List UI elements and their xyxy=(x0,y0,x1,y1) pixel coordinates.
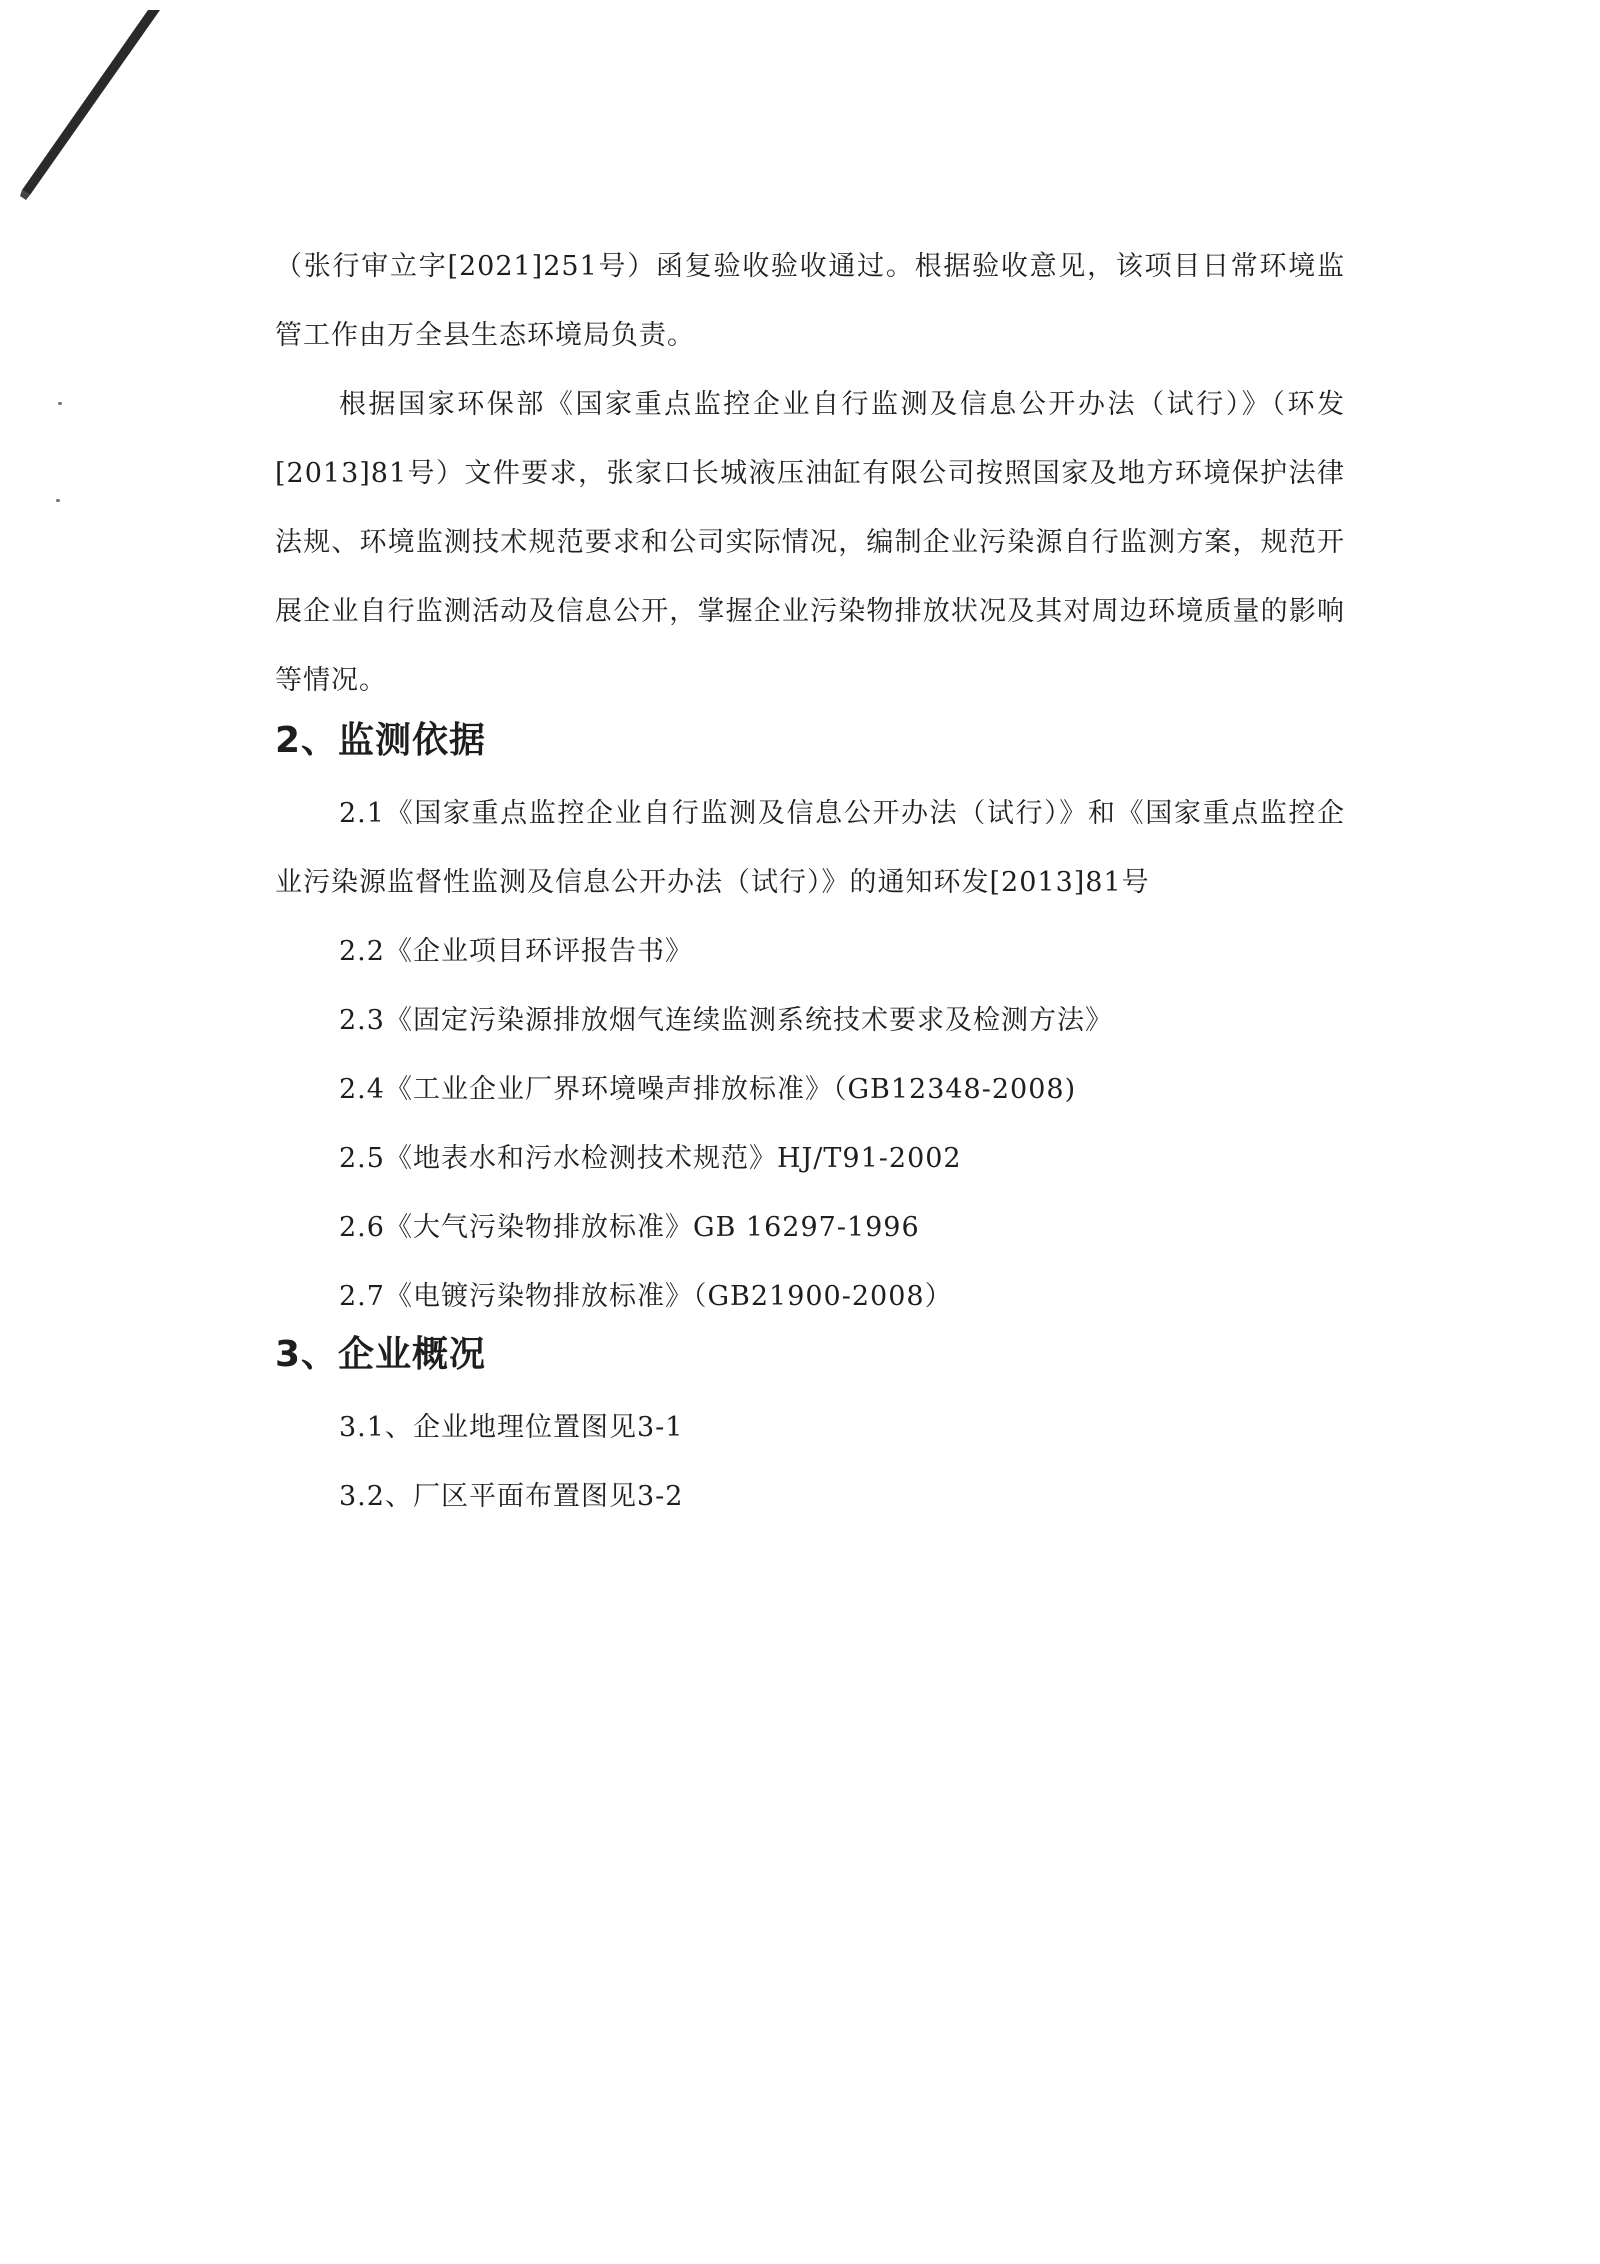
intro-paragraph-basis: 根据国家环保部《国家重点监控企业自行监测及信息公开办法（试行）》（环发[2013]81号）文件要求，张家口长城液压油缸有限公司按照国家及地方环境保护法律法规、环境监测技术规范要求和公司实际情况，编制企业污染源自行监测方案，规范开展企业自行监测活动及信息公开，掌握企业污染物排放状况及其对周边环境质量的影响等情况。 xyxy=(275,389,1345,696)
basis-item: 2.2《企业项目环评报告书》 xyxy=(339,936,693,967)
basis-item: 2.7《电镀污染物排放标准》（GB21900-2008） xyxy=(339,1281,953,1312)
scan-edge-mark xyxy=(0,0,170,210)
section-heading-monitoring-basis: 2、监测依据 xyxy=(275,720,487,761)
overview-item: 3.1、企业地理位置图见3-1 xyxy=(339,1412,684,1443)
overview-item: 3.2、厂区平面布置图见3-2 xyxy=(339,1481,684,1512)
document-body xyxy=(275,232,1345,1531)
scan-speck xyxy=(58,402,62,405)
scan-speck xyxy=(56,499,60,502)
intro-paragraph-continued: （张行审立字[2021]251号）函复验收验收通过。根据验收意见，该项目日常环境监管工作由万全县生态环境局负责。 xyxy=(275,251,1345,351)
basis-item: 2.5《地表水和污水检测技术规范》HJ/T91-2002 xyxy=(339,1143,962,1174)
basis-item: 2.6《大气污染物排放标准》GB 16297-1996 xyxy=(339,1212,920,1243)
section-heading-enterprise-overview: 3、企业概况 xyxy=(275,1334,487,1375)
basis-item: 2.1《国家重点监控企业自行监测及信息公开办法（试行）》和《国家重点监控企业污染源监督性监测及信息公开办法（试行）》的通知环发[2013]81号 xyxy=(275,798,1345,898)
basis-item: 2.3《固定污染源排放烟气连续监测系统技术要求及检测方法》 xyxy=(339,1005,1113,1036)
basis-item: 2.4《工业企业厂界环境噪声排放标准》（GB12348-2008) xyxy=(339,1074,1077,1105)
